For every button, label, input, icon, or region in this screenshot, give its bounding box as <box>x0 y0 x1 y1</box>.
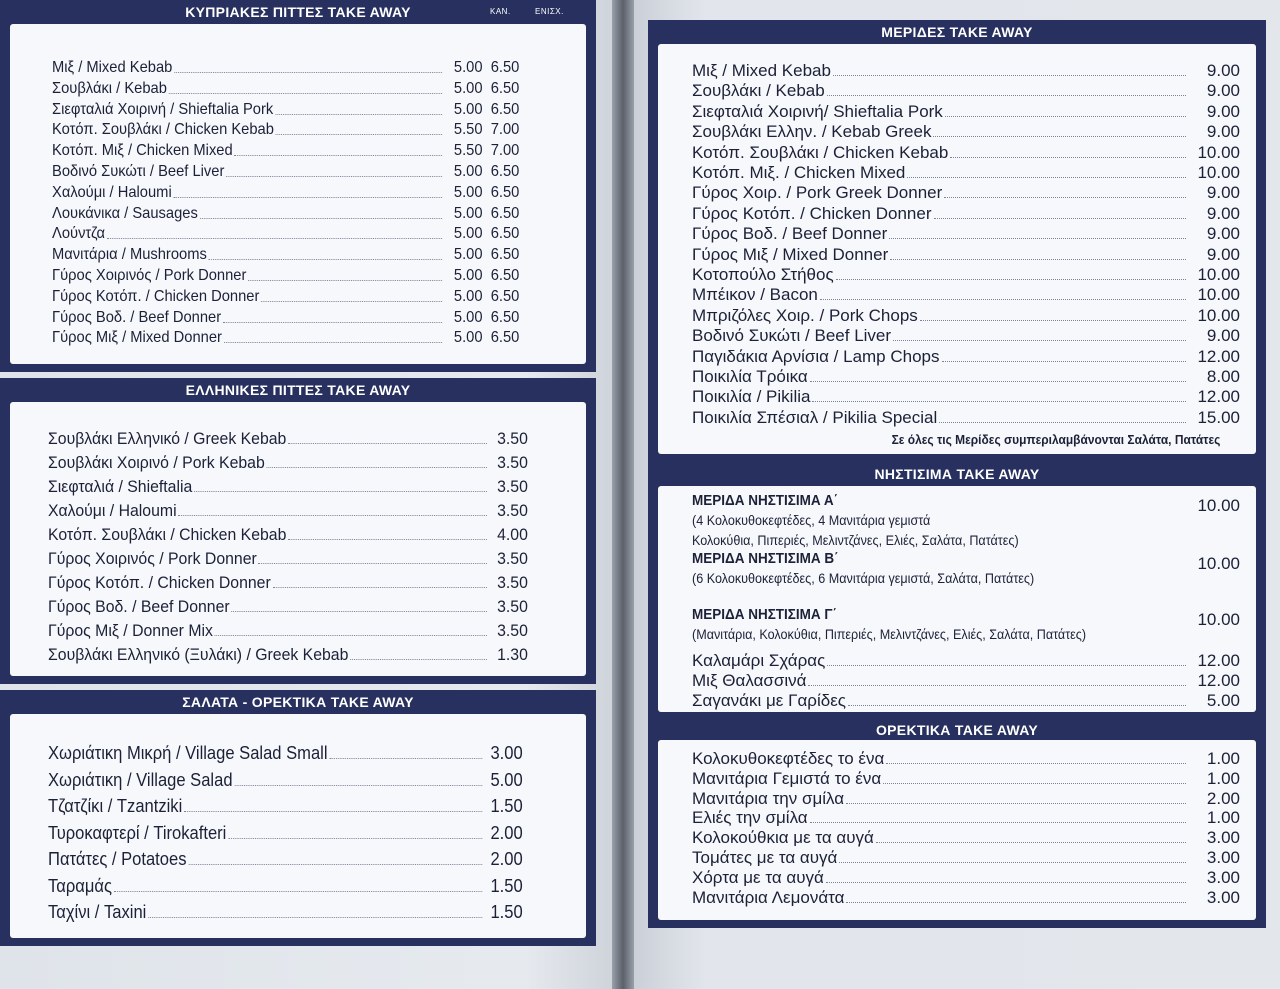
menu-item-row <box>52 328 519 348</box>
menu-item-row <box>692 670 1240 691</box>
menu-item-name: Μιξ / Mixed Kebab <box>52 59 173 76</box>
salad-section <box>0 690 596 946</box>
fasting-set-desc: Κολοκύθια, Πιπεριές, Μελιντζάνες, Ελιές, Σαλάτα, Πατάτες) <box>692 532 1019 548</box>
item-price: 5.00 <box>490 769 523 790</box>
fasting-section <box>648 462 1266 718</box>
menu-item-row <box>692 101 1240 122</box>
menu-item-row <box>48 875 523 897</box>
menu-item-row <box>692 264 1240 285</box>
item-price: 3.50 <box>497 597 528 616</box>
menu-item-name: Τζατζίκι / Tzantziki <box>48 796 183 816</box>
fasting-items <box>658 486 1256 712</box>
menu-item-name: Παγιδάκια Αρνίσια / Lamp Chops <box>692 346 940 366</box>
item-price: 12.00 <box>1197 651 1240 670</box>
dot-leader <box>889 238 1186 239</box>
dot-leader <box>886 763 1186 764</box>
menu-item-name: Βοδινό Συκώτι / Beef Liver <box>692 326 892 346</box>
item-price: 3.00 <box>1206 848 1240 867</box>
dot-leader <box>288 443 487 444</box>
menu-item-row <box>52 162 519 182</box>
menu-item-name: Γύρος Κοτόπ. / Chicken Donner <box>692 203 932 223</box>
menu-item-name: Τομάτες με τα αυγά <box>692 848 838 867</box>
fasting-header: ΝΗΣΤΙΣΙΜΑ TAKE AWAY <box>874 466 1040 482</box>
dot-leader <box>223 322 442 323</box>
item-price-large: 6.50 <box>490 100 520 118</box>
menu-item-row <box>692 827 1240 848</box>
item-price: 5.00 <box>453 100 483 118</box>
menu-item-name: Τυροκαφτερί / Tirokafteri <box>48 822 227 843</box>
fasting-set-price: 10.00 <box>1197 610 1240 629</box>
cyprus-header <box>0 0 596 24</box>
item-price: 1.50 <box>490 875 523 896</box>
dot-leader <box>275 114 442 115</box>
menu-item-row <box>48 596 528 617</box>
item-price: 10.00 <box>1197 305 1240 325</box>
menu-item-name: Σουβλάκι / Kebab <box>692 81 825 101</box>
cyprus-section <box>0 0 596 372</box>
menu-item-name: Χωριάτικη / Village Salad <box>48 769 233 790</box>
menu-item-row <box>692 305 1240 326</box>
dot-leader <box>827 95 1186 96</box>
dot-leader <box>174 197 443 198</box>
dot-leader <box>188 864 482 865</box>
item-price: 12.00 <box>1197 346 1240 366</box>
dot-leader <box>820 299 1186 300</box>
item-price: 5.00 <box>453 287 483 305</box>
menu-item-name: Μανιτάρια την σμίλα <box>692 788 845 808</box>
menu-item-row <box>692 346 1240 367</box>
dot-leader <box>876 842 1186 843</box>
dot-leader <box>839 862 1186 863</box>
menu-item-row <box>52 204 519 224</box>
menu-item-row <box>692 60 1240 81</box>
dot-leader <box>329 758 482 759</box>
menu-item-row <box>692 80 1240 101</box>
menu-item-row <box>692 887 1240 908</box>
menu-item-name: Γύρος Κοτόπ. / Chicken Donner <box>48 573 271 592</box>
menu-item-name: Χόρτα με τα αυγά <box>692 867 824 887</box>
greek-items <box>10 402 586 676</box>
dot-leader <box>174 72 442 73</box>
fasting-set-desc: (Μανιτάρια, Κολοκύθια, Πιπεριές, Μελιντζάνες, Ελιές, Σαλάτα, Πατάτες) <box>692 626 1087 642</box>
cyprus-header-title: ΚΥΠΡΙΑΚΕΣ ΠΙΤΤΕΣ TAKE AWAY <box>185 4 411 20</box>
menu-item-name: Ελιές την σμίλα <box>692 808 808 828</box>
menu-item-row <box>692 182 1240 203</box>
col-regular: ΚΑΝ. <box>490 7 511 16</box>
item-price: 8.00 <box>1206 367 1240 386</box>
fasting-set-desc: (6 Κολοκυθοκεφτέδες, 6 Μανιτάρια γεμιστά, Σαλάτα, Πατάτες) <box>692 570 1035 586</box>
item-price: 9.00 <box>1206 101 1240 121</box>
menu-item-row <box>48 524 528 545</box>
menu-item-row <box>48 548 528 569</box>
dot-leader <box>114 891 482 892</box>
menu-item-row <box>52 245 519 265</box>
item-price: 9.00 <box>1206 122 1240 142</box>
menu-item-name: Σιεφταλιά Χοιρινή/ Shieftalia Pork <box>692 101 943 121</box>
dot-leader <box>826 882 1186 883</box>
item-price: 5.00 <box>453 204 483 222</box>
menu-item-name: Ποικιλία Σπέσιαλ / Pikilia Special <box>692 407 938 427</box>
dot-leader <box>890 259 1186 260</box>
menu-item-row <box>692 223 1240 244</box>
menu-item-name: Χαλούμι / Haloumi <box>48 501 177 520</box>
dot-leader <box>920 320 1186 321</box>
menu-item-row <box>692 847 1240 868</box>
dot-leader <box>836 279 1186 280</box>
item-price: 9.00 <box>1206 244 1240 264</box>
menu-item-row <box>48 572 528 593</box>
menu-item-name: Κοτόπ. Σουβλάκι / Chicken Kebab <box>48 525 287 544</box>
menu-item-row <box>692 690 1240 711</box>
menu-item-row <box>52 266 519 286</box>
menu-item-name: Μανιτάρια Λεμονάτα <box>692 887 845 907</box>
menu-item-row <box>692 142 1240 163</box>
menu-item-name: Γύρος Χοιρ. / Pork Greek Donner <box>692 183 943 203</box>
dot-leader <box>232 611 487 612</box>
dot-leader <box>810 381 1186 382</box>
item-price: 2.00 <box>1206 788 1240 808</box>
dot-leader <box>148 917 482 918</box>
menu-item-row <box>48 795 523 817</box>
item-price: 1.50 <box>490 796 523 816</box>
menu-item-row <box>52 100 519 120</box>
menu-fold <box>612 0 634 989</box>
dot-leader <box>945 116 1186 117</box>
item-price: 1.50 <box>490 902 523 922</box>
salad-header: ΣΑΛΑΤΑ - ΟΡΕΚΤΙΚΑ TAKE AWAY <box>182 694 414 710</box>
menu-item-row <box>48 620 528 641</box>
appetizers-header: ΟΡΕΚΤΙΚΑ TAKE AWAY <box>875 722 1038 738</box>
menu-item-name: Μπριζόλες Χοιρ. / Pork Chops <box>692 305 918 325</box>
dot-leader <box>939 422 1186 423</box>
dot-leader <box>178 515 487 516</box>
menu-item-name: Καλαμάρι Σχάρας <box>692 651 826 670</box>
menu-item-name: Σουβλάκι Ελλην. / Kebab Greek <box>692 122 932 142</box>
dot-leader <box>848 705 1186 706</box>
menu-item-name: Κοτόπ. Σουβλάκι / Chicken Kebab <box>52 121 274 139</box>
dot-leader <box>934 218 1187 219</box>
menu-item-row <box>692 203 1240 224</box>
menu-item-name: Κοτόπ. Μιξ / Chicken Mixed <box>52 142 233 160</box>
dot-leader <box>169 93 442 94</box>
menu-item-name: Μπέικον / Bacon <box>692 285 818 305</box>
menu-item-row <box>692 325 1240 346</box>
item-price: 10.00 <box>1197 285 1240 305</box>
menu-item-row <box>52 287 519 307</box>
item-price: 1.00 <box>1206 768 1240 788</box>
portions-header: ΜΕΡΙΔΕΣ TAKE AWAY <box>881 24 1033 40</box>
item-price-large: 6.50 <box>490 329 520 347</box>
menu-item-row <box>692 162 1240 183</box>
dot-leader <box>846 902 1186 903</box>
menu-item-row <box>48 452 528 473</box>
menu-item-name: Γύρος Βοδ. / Beef Donner <box>692 224 888 244</box>
menu-item-name: Σουβλάκι Ελληνικό (Ξυλάκι) / Greek Kebab <box>48 645 349 664</box>
item-price: 5.50 <box>453 142 483 160</box>
menu-item-row <box>52 141 519 161</box>
menu-item-row <box>48 848 523 870</box>
item-price: 3.50 <box>497 501 528 520</box>
item-price: 3.50 <box>497 621 528 640</box>
menu-item-name: Σιεφταλιά Χοιρινή / Shieftalia Pork <box>52 100 274 118</box>
fasting-set-title: ΜΕΡΙΔΑ ΝΗΣΤΙΣΙΜΑ Α΄ <box>692 492 839 509</box>
dot-leader <box>228 838 482 839</box>
item-price: 3.00 <box>1206 887 1240 907</box>
item-price: 12.00 <box>1197 387 1240 407</box>
dot-leader <box>833 75 1186 76</box>
menu-item-row <box>692 121 1240 142</box>
menu-item-name: Γύρος Χοιρινός / Pork Donner <box>52 267 247 284</box>
dot-leader <box>248 280 442 281</box>
menu-item-row <box>48 742 523 764</box>
portions-note: Σε όλες τις Μερίδες συμπεριλαμβάνονται Σαλάτα, Πατάτες <box>891 432 1220 447</box>
menu-item-name: Ταραμάς <box>48 875 112 896</box>
menu-item-name: Ταχίνι / Taxini <box>48 902 147 922</box>
dot-leader <box>273 587 487 588</box>
dot-leader <box>288 539 487 540</box>
dot-leader <box>827 665 1186 666</box>
dot-leader <box>267 467 487 468</box>
dot-leader <box>942 361 1186 362</box>
item-price-large: 7.00 <box>490 121 520 139</box>
menu-item-name: Γύρος Βοδ. / Beef Donner <box>48 597 230 616</box>
item-price: 5.00 <box>453 329 483 347</box>
item-price: 5.00 <box>453 267 483 284</box>
dot-leader <box>107 238 442 239</box>
dot-leader <box>259 563 487 564</box>
fasting-set-price: 10.00 <box>1197 496 1240 515</box>
menu-item-row <box>692 407 1240 428</box>
menu-item-name: Γύρος Μιξ / Donner Mix <box>48 621 213 640</box>
item-price-large: 6.50 <box>490 163 520 180</box>
item-price: 2.00 <box>490 822 523 843</box>
menu-item-name: Γύρος Κοτόπ. / Chicken Donner <box>52 287 260 305</box>
item-price-large: 6.50 <box>490 225 520 243</box>
fasting-set-title: ΜΕΡΙΔΑ ΝΗΣΤΙΣΙΜΑ Γ΄ <box>692 606 838 623</box>
dot-leader <box>810 822 1186 823</box>
item-price: 9.00 <box>1206 183 1240 203</box>
menu-item-name: Ποικιλία Τρόικα <box>692 367 808 386</box>
item-price: 1.00 <box>1206 808 1240 828</box>
item-price-large: 6.50 <box>490 183 520 201</box>
menu-item-name: Μανιτάρια Γεμιστά το ένα <box>692 768 882 788</box>
menu-item-row <box>48 476 528 497</box>
menu-item-name: Χαλούμι / Haloumi <box>52 183 172 201</box>
item-price: 9.00 <box>1206 81 1240 101</box>
portions-items <box>658 44 1256 454</box>
menu-item-name: Μιξ / Mixed Kebab <box>692 61 831 80</box>
menu-item-name: Γύρος Μιξ / Mixed Donner <box>52 329 222 347</box>
item-price: 1.00 <box>1206 749 1240 768</box>
greek-section <box>0 378 596 684</box>
dot-leader <box>933 136 1186 137</box>
menu-item-name: Μανιτάρια / Mushrooms <box>52 246 207 264</box>
dot-leader <box>215 635 487 636</box>
menu-item-row <box>692 768 1240 789</box>
item-price: 5.00 <box>453 246 483 264</box>
dot-leader <box>224 342 442 343</box>
menu-item-row <box>52 58 519 78</box>
item-price-large: 6.50 <box>490 59 520 76</box>
dot-leader <box>235 155 443 156</box>
item-price: 10.00 <box>1197 163 1240 182</box>
dot-leader <box>194 491 487 492</box>
menu-item-row <box>52 183 519 203</box>
item-price: 9.00 <box>1206 224 1240 244</box>
menu-item-row <box>692 807 1240 828</box>
menu-item-name: Σουβλάκι Ελληνικό / Greek Kebab <box>48 429 287 448</box>
menu-item-name: Γύρος Χοιρινός / Pork Donner <box>48 549 257 568</box>
item-price: 10.00 <box>1197 142 1240 162</box>
item-price: 1.30 <box>497 645 528 664</box>
item-price: 5.00 <box>1206 691 1240 710</box>
dot-leader <box>812 401 1186 402</box>
item-price-large: 6.50 <box>490 287 520 305</box>
dot-leader <box>944 197 1186 198</box>
menu-item-name: Κοτόπ. Σουβλάκι / Chicken Kebab <box>692 142 949 162</box>
menu-item-name: Λουκάνικα / Sausages <box>52 204 198 222</box>
dot-leader <box>184 811 482 812</box>
menu-item-row <box>692 788 1240 809</box>
menu-item-name: Λούντζα <box>52 225 106 243</box>
item-price: 5.00 <box>453 59 483 76</box>
menu-item-name: Βοδινό Συκώτι / Beef Liver <box>52 163 225 180</box>
item-price-large: 6.50 <box>490 79 520 97</box>
portions-section <box>648 20 1266 462</box>
menu-item-name: Κολοκυθοκεφτέδες το ένα <box>692 749 885 768</box>
menu-item-name: Ποικιλία / Pikilia <box>692 387 811 407</box>
dot-leader <box>907 177 1186 178</box>
item-price: 9.00 <box>1206 61 1240 80</box>
fasting-set-desc: (4 Κολοκυθοκεφτέδες, 4 Μανιτάρια γεμιστά <box>692 512 931 528</box>
menu-item-name: Σιεφταλιά / Shieftalia <box>48 477 193 496</box>
menu-item-name: Σουβλάκι Χοιρινό / Pork Kebab <box>48 453 265 472</box>
item-price-large: 6.50 <box>490 246 520 264</box>
dot-leader <box>200 218 442 219</box>
item-price: 3.50 <box>497 429 528 448</box>
item-price: 15.00 <box>1197 407 1240 427</box>
dot-leader <box>808 685 1186 686</box>
salad-items <box>10 714 586 938</box>
greek-header: ΕΛΛΗΝΙΚΕΣ ΠΙΤΤΕΣ TAKE AWAY <box>185 382 411 398</box>
item-price: 5.00 <box>453 163 483 180</box>
dot-leader <box>234 785 482 786</box>
appetizers-section <box>648 718 1266 928</box>
item-price: 5.00 <box>453 183 483 201</box>
menu-item-name: Χωριάτικη Μικρή / Village Salad Small <box>48 743 328 763</box>
menu-item-row <box>692 867 1240 888</box>
menu-item-row <box>692 748 1240 769</box>
item-price: 3.50 <box>497 549 528 568</box>
dot-leader <box>261 301 442 302</box>
item-price: 3.50 <box>497 477 528 496</box>
menu-item-row <box>692 650 1240 671</box>
item-price: 3.00 <box>490 743 523 763</box>
item-price-large: 7.00 <box>490 142 520 160</box>
menu-item-name: Κολοκούθκια με τα αυγά <box>692 828 874 848</box>
menu-item-row <box>48 500 528 521</box>
menu-item-row <box>692 366 1240 387</box>
item-price-large: 6.50 <box>490 267 520 284</box>
menu-item-name: Γύρος Μιξ / Mixed Donner <box>692 244 889 264</box>
dot-leader <box>209 259 442 260</box>
cyprus-items <box>10 24 586 364</box>
item-price: 3.00 <box>1206 828 1240 848</box>
dot-leader <box>893 340 1186 341</box>
dot-leader <box>276 134 442 135</box>
item-price: 3.00 <box>1206 867 1240 887</box>
item-price: 10.00 <box>1197 265 1240 284</box>
dot-leader <box>950 157 1186 158</box>
menu-item-row <box>52 79 519 99</box>
menu-item-name: Κοτόπ. Μιξ. / Chicken Mixed <box>692 163 906 182</box>
item-price: 5.00 <box>453 225 483 243</box>
menu-item-row <box>52 224 519 244</box>
dot-leader <box>846 803 1186 804</box>
item-price: 5.00 <box>453 308 483 326</box>
item-price: 9.00 <box>1206 326 1240 346</box>
item-price: 9.00 <box>1206 203 1240 223</box>
col-large: ΕΝΙΣΧ. <box>535 7 564 16</box>
item-price: 3.50 <box>497 573 528 592</box>
dot-leader <box>883 783 1186 784</box>
menu-item-name: Σουβλάκι / Kebab <box>52 79 167 97</box>
item-price: 4.00 <box>497 525 528 544</box>
menu-item-name: Γύρος Βοδ. / Beef Donner <box>52 308 222 326</box>
item-price-large: 6.50 <box>490 204 520 222</box>
appetizers-items <box>658 740 1256 920</box>
item-price: 5.00 <box>453 79 483 97</box>
menu-item-row <box>692 244 1240 265</box>
item-price: 3.50 <box>497 453 528 472</box>
menu-item-row <box>48 769 523 791</box>
fasting-set-title: ΜΕΡΙΔΑ ΝΗΣΤΙΣΙΜΑ Β΄ <box>692 550 839 567</box>
menu-item-name: Κοτοπούλο Στήθος <box>692 265 834 284</box>
menu-item-name: Μιξ Θαλασσινά <box>692 671 807 690</box>
menu-item-name: Πατάτες / Potatoes <box>48 849 187 869</box>
menu-item-name: Σαγανάκι με Γαρίδες <box>692 691 846 710</box>
item-price: 2.00 <box>490 849 523 869</box>
menu-item-row <box>48 428 528 449</box>
dot-leader <box>226 176 442 177</box>
menu-item-row <box>48 901 523 923</box>
menu-item-row <box>48 644 528 665</box>
item-price-large: 6.50 <box>490 308 520 326</box>
menu-item-row <box>52 120 519 140</box>
menu-item-row <box>692 386 1240 407</box>
menu-item-row <box>52 308 519 328</box>
item-price: 12.00 <box>1197 671 1240 690</box>
menu-item-row <box>692 284 1240 305</box>
fasting-set-price: 10.00 <box>1197 554 1240 573</box>
item-price: 5.50 <box>453 121 483 139</box>
dot-leader <box>350 659 487 660</box>
menu-item-row <box>48 822 523 844</box>
